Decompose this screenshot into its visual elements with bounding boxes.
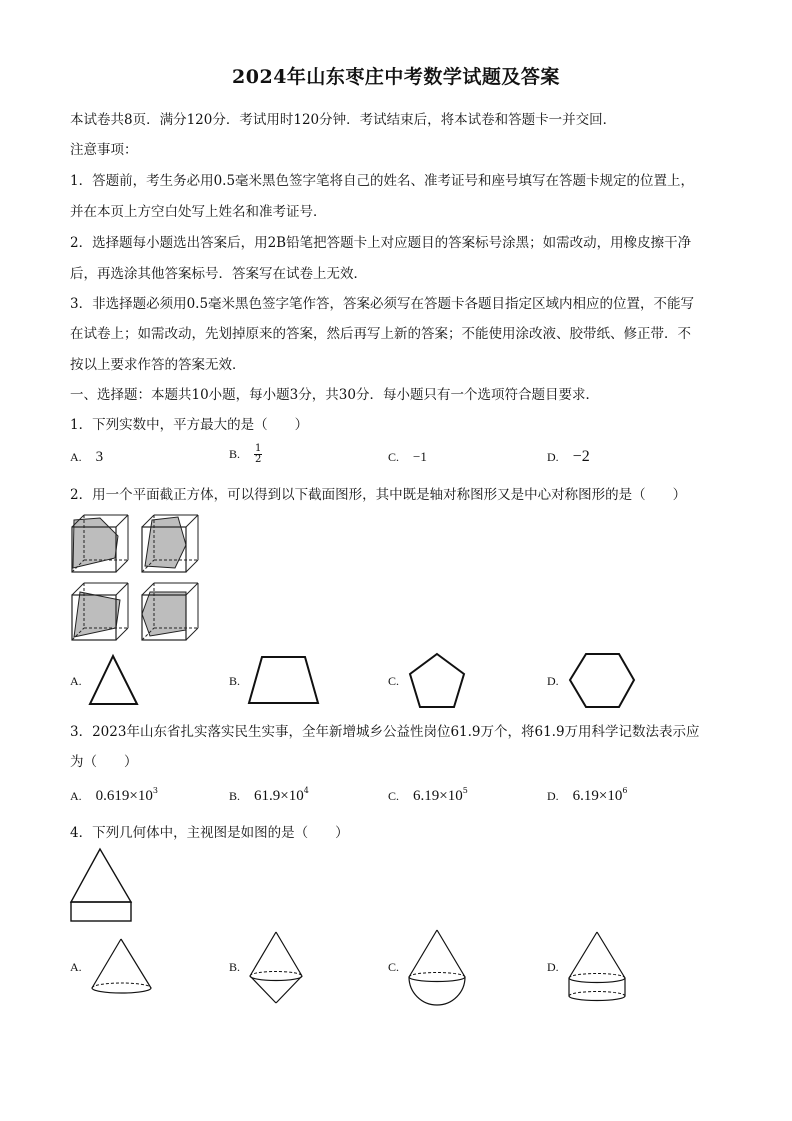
q3-option-b[interactable] — [229, 786, 309, 805]
q2-stem: 2．用一个平面截正方体，可以得到以下截面图形，其中既是轴对称图形又是中心对称图形的是（ ） — [70, 487, 687, 503]
option-label: A. — [70, 450, 82, 464]
q2-option-d[interactable] — [547, 674, 573, 689]
q4-stem: 4．下列几何体中，主视图是如图的是（ ） — [70, 825, 349, 841]
option-exponent: 6 — [622, 786, 628, 795]
option-label: A. — [70, 960, 82, 974]
cube-figure-2 — [142, 515, 198, 572]
notice-line-1: 1．答题前，考生务必用0.5毫米黑色签字笔将自己的姓名、准考证号和座号填写在答题卡规定的位置上， — [70, 173, 695, 189]
q3-stem-line-2: 为（ ） — [70, 754, 138, 770]
option-label: D. — [547, 674, 559, 688]
notice-line-7: 按以上要求作答的答案无效． — [70, 357, 246, 373]
option-label: C. — [388, 960, 400, 974]
q4-option-b[interactable] — [229, 960, 254, 975]
cone-hemisphere-solid — [409, 930, 465, 1005]
cone-solid — [92, 939, 151, 993]
option-value: 6.19×10 — [413, 788, 463, 804]
q2-option-b[interactable] — [229, 674, 254, 689]
q3-option-a[interactable] — [70, 786, 158, 805]
q1-stem: 1．下列实数中，平方最大的是（ ） — [70, 417, 309, 433]
option-exponent: 5 — [462, 786, 468, 795]
option-label: B. — [229, 447, 241, 461]
q3-option-d[interactable] — [547, 786, 627, 805]
option-label: B. — [229, 789, 241, 803]
option-label: C. — [388, 450, 400, 464]
option-label: C. — [388, 674, 400, 688]
option-value: −1 — [413, 449, 427, 464]
section-heading: 一、选择题：本题共10小题，每小题3分，共30分．每小题只有一个选项符合题目要求． — [70, 387, 599, 403]
intro-text: 本试卷共8页．满分120分．考试用时120分钟．考试结束后，将本试卷和答题卡一并交回． — [70, 112, 617, 128]
cube-figure-1 — [72, 515, 128, 572]
cone-cylinder-solid — [569, 932, 625, 1001]
option-value: 0.619×10 — [95, 788, 153, 804]
option-exponent: 3 — [152, 786, 158, 795]
option-exponent: 4 — [303, 786, 309, 795]
page-title: 2024年山东枣庄中考数学试题及答案 — [232, 66, 560, 88]
notice-line-2: 并在本页上方空白处写上姓名和准考证号． — [70, 204, 327, 220]
option-label: A. — [70, 789, 82, 803]
option-label: B. — [229, 960, 241, 974]
option-label: A. — [70, 674, 82, 688]
option-label: D. — [547, 450, 559, 464]
fraction-numerator: 1 — [255, 443, 262, 454]
q4-option-d[interactable] — [547, 960, 573, 975]
q3-option-c[interactable] — [388, 786, 468, 805]
trapezoid-shape — [249, 657, 318, 703]
q3-stem-line-1: 3．2023年山东省扎实落实民生实事，全年新增城乡公益性岗位61.9万个，将61.9万用科学记数法表示应 — [70, 724, 700, 740]
cube-figure-3 — [72, 583, 128, 640]
option-label: D. — [547, 789, 559, 803]
notice-heading: 注意事项： — [70, 142, 138, 158]
notice-line-6: 在试卷上；如需改动，先划掉原来的答案，然后再写上新的答案；不能使用涂改液、胶带纸、修正带．不 — [70, 326, 691, 342]
cube-figure-4 — [142, 583, 198, 640]
q4-option-c[interactable] — [388, 960, 413, 975]
option-value: −2 — [572, 448, 590, 465]
option-label: C. — [388, 789, 400, 803]
option-value: 3 — [95, 449, 104, 465]
option-label: D. — [547, 960, 559, 974]
double-cone-solid — [250, 932, 302, 1003]
option-value: 6.19×10 — [572, 788, 623, 804]
notice-line-5: 3．非选择题必须用0.5毫米黑色签字笔作答，答案必须写在答题卡各题目指定区域内相应的位置，不能写 — [70, 296, 695, 312]
q2-option-a[interactable] — [70, 674, 96, 689]
fraction-denominator: 2 — [255, 454, 262, 465]
pentagon-shape — [410, 654, 464, 707]
hexagon-shape — [570, 654, 634, 707]
q2-option-c[interactable] — [388, 674, 413, 689]
triangle-shape — [90, 656, 137, 704]
front-view-figure — [71, 849, 131, 921]
option-label: B. — [229, 674, 241, 688]
option-value: 61.9×10 — [254, 788, 304, 804]
q4-option-a[interactable] — [70, 960, 96, 975]
notice-line-4: 后，再选涂其他答案标号．答案写在试卷上无效． — [70, 266, 367, 282]
notice-line-3: 2．选择题每小题选出答案后，用2B铅笔把答题卡上对应题目的答案标号涂黑；如需改动，用橡皮擦干净 — [70, 235, 692, 251]
